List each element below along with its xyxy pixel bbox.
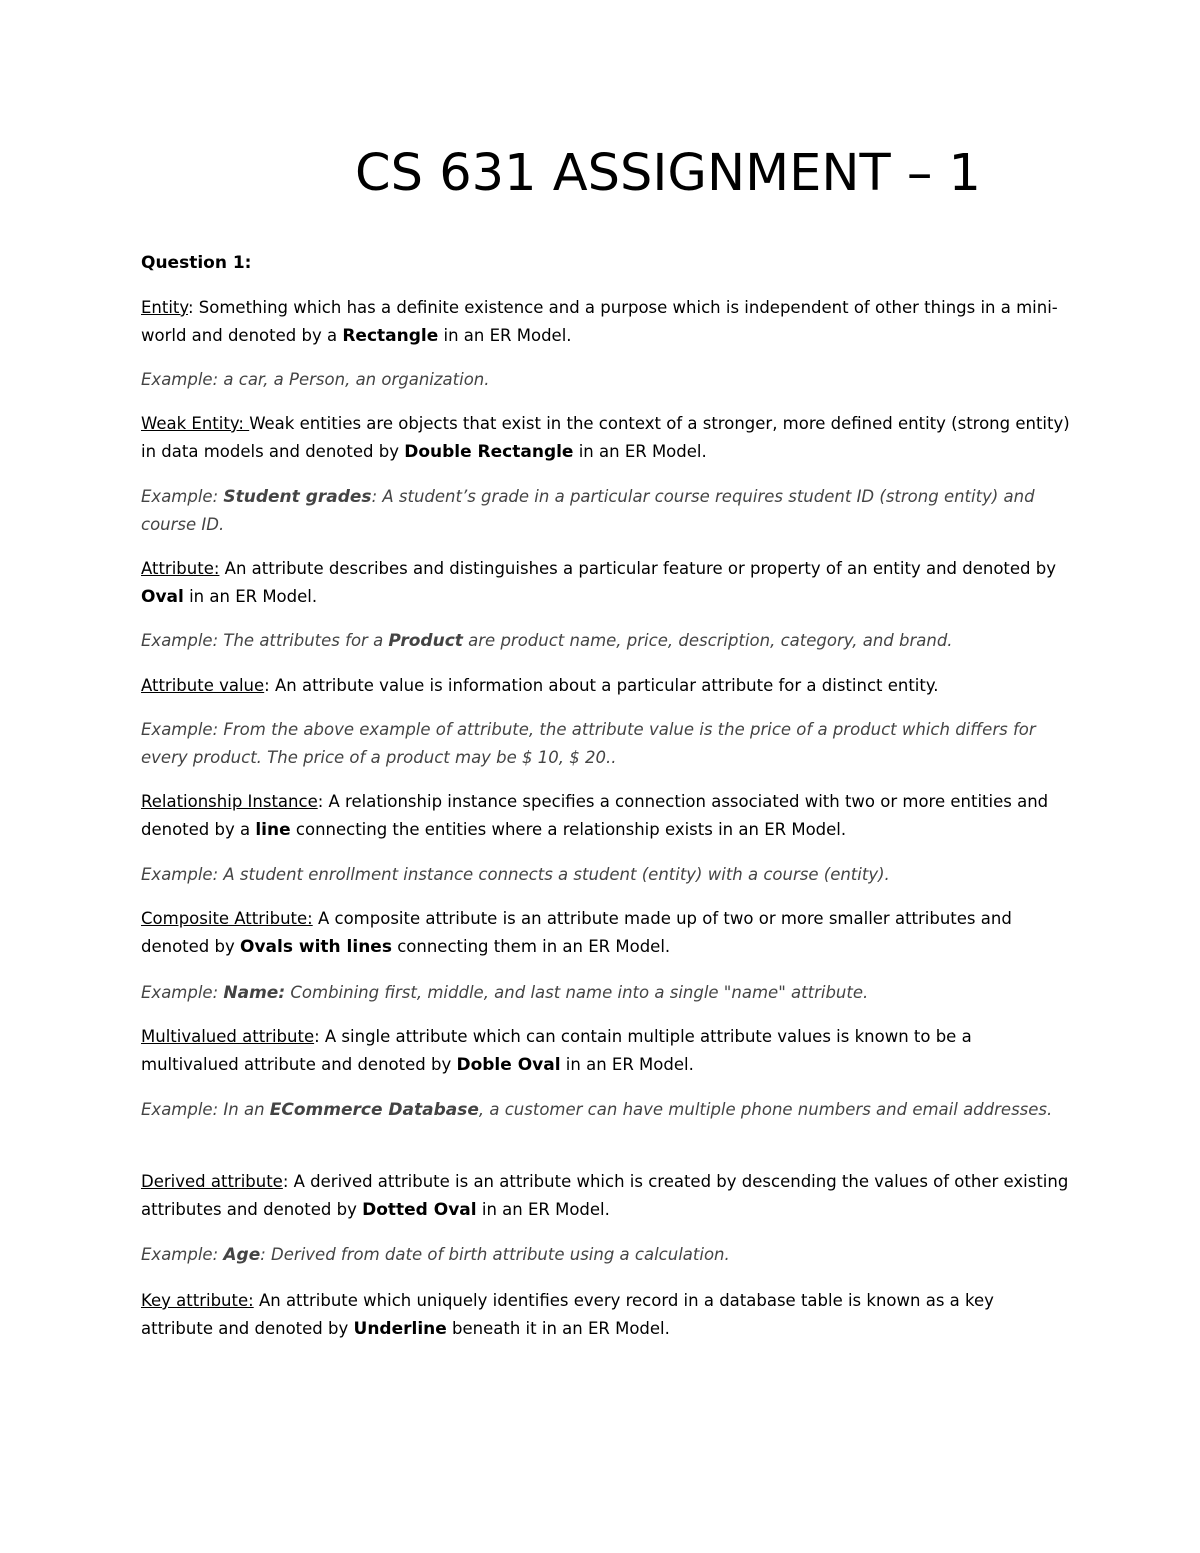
relationship-text-end: connecting the entities where a relationship exists in an ER Model. [290, 820, 847, 839]
entity-example: Example: a car, a Person, an organization. [141, 370, 490, 389]
derived-definition [141, 1168, 1071, 1224]
weak-entity-definition [141, 410, 1071, 466]
attribute-symbol: Oval [141, 587, 184, 607]
weak-entity-text: Weak entities are objects that exist in the context of a stronger, more defined entity (strong entity) in data models and denoted by [141, 414, 1070, 461]
attribute-value-term: Attribute value [141, 676, 265, 695]
attribute-text-end: in an ER Model. [183, 587, 318, 606]
composite-example [141, 979, 1071, 1007]
composite-example-term: Name: [223, 983, 286, 1003]
entity-definition [141, 294, 1071, 350]
relationship-text: : A relationship instance specifies a connection associated with two or more entities and denoted by a [141, 792, 1049, 839]
key-term: Key attribute: [141, 1291, 254, 1310]
relationship-example: Example: A student enrollment instance connects a student (entity) with a course (entity). [141, 865, 890, 884]
composite-definition [141, 905, 1071, 961]
attribute-example-text: are product name, price, description, category, and brand. [462, 631, 953, 650]
multivalued-example [141, 1096, 1071, 1124]
multivalued-example-prefix: Example: In an [141, 1100, 270, 1119]
attribute-value-definition [141, 672, 1071, 700]
attribute-value-example: Example: From the above example of attribute, the attribute value is the price of a product which differs for every product. The price of a product may be $ 10, $ 20.. [141, 720, 1036, 767]
attribute-example-term: Product [388, 631, 463, 651]
entity-text: Something which has a definite existence and a purpose which is independent of other things in a mini-world and denoted by a [141, 298, 1058, 345]
key-symbol: Underline [353, 1319, 447, 1339]
derived-symbol: Dotted Oval [362, 1200, 477, 1220]
entity-term: Entity [141, 298, 188, 317]
composite-text-end: connecting them in an ER Model. [391, 937, 671, 956]
attribute-text: An attribute describes and distinguishes a particular feature or property of an entity and denoted by [219, 559, 1057, 578]
derived-text-end: in an ER Model. [476, 1200, 610, 1219]
multivalued-example-term: ECommerce Database [269, 1100, 479, 1120]
page-title: CS 631 ASSIGNMENT – 1 [355, 144, 981, 203]
multivalued-text-end: in an ER Model. [560, 1055, 694, 1074]
question-heading: Question 1: [141, 253, 252, 273]
attribute-value-text: : An attribute value is information about a particular attribute for a distinct entity. [264, 676, 939, 695]
composite-text: A composite attribute is an attribute made up of two or more smaller attributes and denoted by [141, 909, 1012, 956]
multivalued-symbol: Doble Oval [456, 1055, 561, 1075]
relationship-symbol: line [255, 820, 291, 840]
derived-term: Derived attribute [141, 1172, 283, 1191]
weak-entity-symbol: Double Rectangle [404, 442, 574, 462]
entity-colon: : [187, 298, 194, 317]
multivalued-term: Multivalued attribute [141, 1027, 315, 1046]
derived-example-text: : Derived from date of birth attribute using a calculation. [260, 1245, 730, 1264]
derived-example-prefix: Example: [141, 1245, 224, 1264]
weak-entity-example-prefix: Example: [141, 487, 224, 506]
multivalued-example-text: , a customer can have multiple phone numbers and email addresses. [478, 1100, 1053, 1119]
key-text-end: beneath it in an ER Model. [446, 1319, 670, 1338]
attribute-example [141, 627, 1071, 655]
weak-entity-term: Weak Entity: [141, 414, 250, 433]
composite-example-text: Combining first, middle, and last name into a single "name" attribute. [285, 983, 869, 1002]
relationship-definition [141, 788, 1071, 844]
derived-example-term: Age [223, 1245, 261, 1265]
multivalued-definition [141, 1023, 1071, 1079]
composite-example-prefix: Example: [141, 983, 224, 1002]
multivalued-text: : A single attribute which can contain multiple attribute values is known to be a multivalued attribute and denoted by [141, 1027, 972, 1074]
attribute-definition [141, 555, 1071, 611]
entity-text-end: in an ER Model. [438, 326, 572, 345]
entity-symbol: Rectangle [342, 326, 439, 346]
weak-entity-text-end: in an ER Model. [573, 442, 707, 461]
key-text: An attribute which uniquely identifies every record in a database table is known as a key attribute and denoted by [141, 1291, 994, 1338]
composite-term: Composite Attribute: [141, 909, 313, 928]
attribute-example-prefix: Example: The attributes for a [141, 631, 389, 650]
derived-example [141, 1241, 1071, 1269]
composite-symbol: Ovals with lines [240, 937, 392, 957]
key-definition [141, 1287, 1071, 1343]
attribute-term: Attribute: [141, 559, 220, 578]
weak-entity-example [141, 483, 1071, 539]
derived-text: : A derived attribute is an attribute which is created by descending the values of other existing attributes and denoted by [141, 1172, 1069, 1219]
weak-entity-example-term: Student grades [223, 487, 372, 507]
relationship-term: Relationship Instance [141, 792, 318, 811]
weak-entity-example-text: : A student’s grade in a particular course requires student ID (strong entity) and course ID. [141, 487, 1035, 534]
